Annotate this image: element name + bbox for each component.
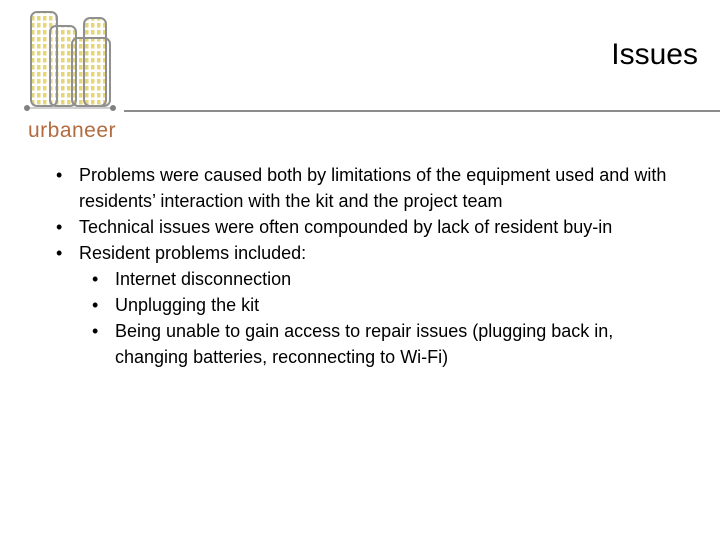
bullet-icon: • <box>56 165 63 185</box>
slide-title: Issues <box>611 38 698 71</box>
bullet-text: Resident problems included: <box>79 243 307 263</box>
bullet-icon: • <box>56 217 63 237</box>
bullet-icon: • <box>92 321 99 341</box>
bullet-item <box>54 240 684 266</box>
bullet-icon: • <box>92 295 99 315</box>
bullet-list <box>54 162 684 370</box>
brand-name: urbaneer <box>27 119 117 142</box>
urbaneer-logo <box>24 8 120 140</box>
title-divider <box>124 110 720 112</box>
sub-bullet-text: Being unable to gain access to repair issues (plugging back in, changing batteries, reconnecting to Wi-Fi) <box>115 321 614 367</box>
bullet-icon: • <box>56 243 63 263</box>
bullet-text: Technical issues were often compounded by lack of resident buy-in <box>79 217 613 237</box>
sub-bullet-item <box>54 318 684 370</box>
buildings-icon <box>24 8 120 118</box>
sub-bullet-item <box>54 292 684 318</box>
bullet-item <box>54 214 684 240</box>
bullet-item <box>54 162 684 214</box>
sub-bullet-item <box>54 266 684 292</box>
sub-bullet-text: Internet disconnection <box>115 269 292 289</box>
sub-bullet-text: Unplugging the kit <box>115 295 260 315</box>
bullet-icon: • <box>92 269 99 289</box>
bullet-text: Problems were caused both by limitations of the equipment used and with residents’ interaction with the kit and the project team <box>79 165 667 211</box>
